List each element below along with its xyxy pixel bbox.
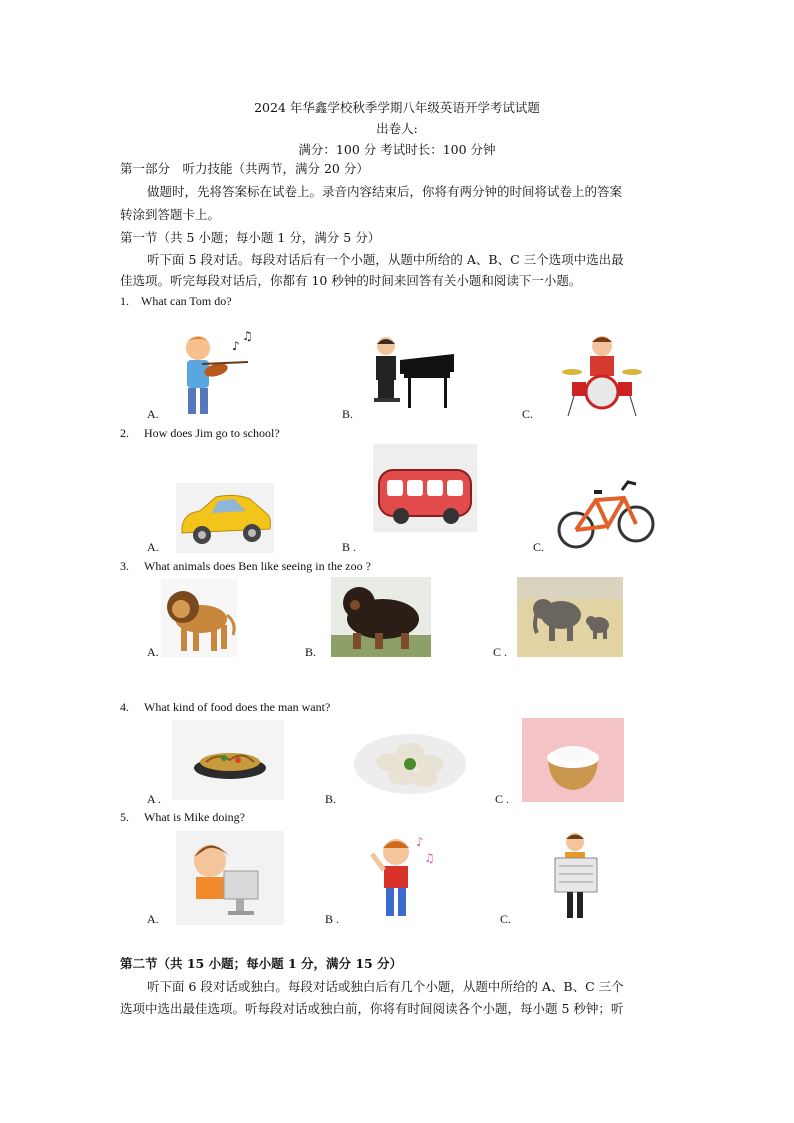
bicycle-image — [556, 460, 656, 556]
section1-instruction: 听下面 5 段对话。每段对话后有一个小题，从题中所给的 A、B、C 三个选项中选出最 — [147, 252, 624, 267]
part1-instruction: 做题时，先将答案标在试卷上。录音内容结束后，你将有两分钟的时间将试卷上的答案 — [147, 184, 623, 199]
q1-option-b: B. — [342, 407, 354, 421]
q4-option-b: B. — [325, 792, 337, 806]
section2-instruction-cont: 选项中选出最佳选项。听每段对话或独白前，你将有时间阅读各个小题，每小题 5 秒钟；听 — [120, 1001, 624, 1016]
q5-option-b: B . — [325, 912, 340, 926]
boy-singing-image — [366, 832, 438, 924]
q4-option-a: A . — [147, 792, 162, 806]
question-2-text: How does Jim go to school? — [144, 426, 280, 440]
bus-image — [373, 444, 477, 532]
question-5-text: What is Mike doing? — [144, 810, 245, 824]
man-piano-image — [368, 332, 458, 412]
dumplings-image — [346, 718, 474, 802]
question-4-number: 4. — [120, 700, 129, 714]
dog-image — [331, 577, 431, 657]
q5-option-c: C. — [500, 912, 512, 926]
q3-option-c: C . — [493, 645, 508, 659]
score-info: 满分：100 分 考试时长：100 分钟 — [298, 142, 496, 157]
lion-image — [161, 579, 237, 657]
boy-violin-image — [176, 330, 256, 420]
section2-heading: 第二节（共 15 小题；每小题 1 分，满分 15 分） — [120, 956, 403, 971]
q2-option-a: A. — [147, 540, 159, 554]
man-newspaper-image — [553, 830, 601, 922]
svg-text:♪: ♪ — [416, 835, 424, 849]
q3-option-a: A. — [147, 645, 159, 659]
q3-option-b: B. — [305, 645, 317, 659]
question-1-number: 1. — [120, 294, 129, 308]
question-4-text: What kind of food does the man want? — [144, 700, 331, 714]
svg-text:♪: ♪ — [232, 339, 240, 353]
question-2-number: 2. — [120, 426, 129, 440]
q2-option-b: B . — [342, 540, 357, 554]
section1-instruction-cont: 佳选项。听完每段对话后，你都有 10 秒钟的时间来回答有关小题和阅读下一小题。 — [120, 273, 582, 288]
question-1-text: What can Tom do? — [141, 294, 232, 308]
author-line: 出卷人: — [376, 121, 418, 136]
svg-text:♫: ♫ — [424, 851, 435, 865]
question-3-number: 3. — [120, 559, 129, 573]
noodles-image — [172, 720, 284, 800]
svg-text:♫: ♫ — [242, 330, 253, 343]
elephants-image — [517, 577, 623, 657]
q1-option-c: C. — [522, 407, 534, 421]
section1-heading: 第一节（共 5 小题；每小题 1 分，满分 5 分） — [120, 230, 381, 245]
q4-option-c: C . — [495, 792, 510, 806]
part1-instruction-cont: 转涂到答题卡上。 — [120, 207, 221, 222]
exam-title: 2024 年华鑫学校秋季学期八年级英语开学考试试题 — [254, 100, 540, 115]
boy-computer-image — [176, 831, 284, 925]
rice-image — [522, 718, 624, 802]
q1-option-a: A. — [147, 407, 159, 421]
q2-option-c: C. — [533, 540, 545, 554]
section2-instruction: 听下面 6 段对话或独白。每段对话或独白后有几个小题，从题中所给的 A、B、C 三个 — [147, 979, 624, 994]
boy-drums-image — [560, 330, 642, 418]
yellow-car-image — [176, 483, 274, 553]
q5-option-a: A. — [147, 912, 159, 926]
part1-heading: 第一部分 听力技能（共两节，满分 20 分） — [120, 161, 369, 176]
question-3-text: What animals does Ben like seeing in the zoo ? — [144, 559, 371, 573]
question-5-number: 5. — [120, 810, 129, 824]
